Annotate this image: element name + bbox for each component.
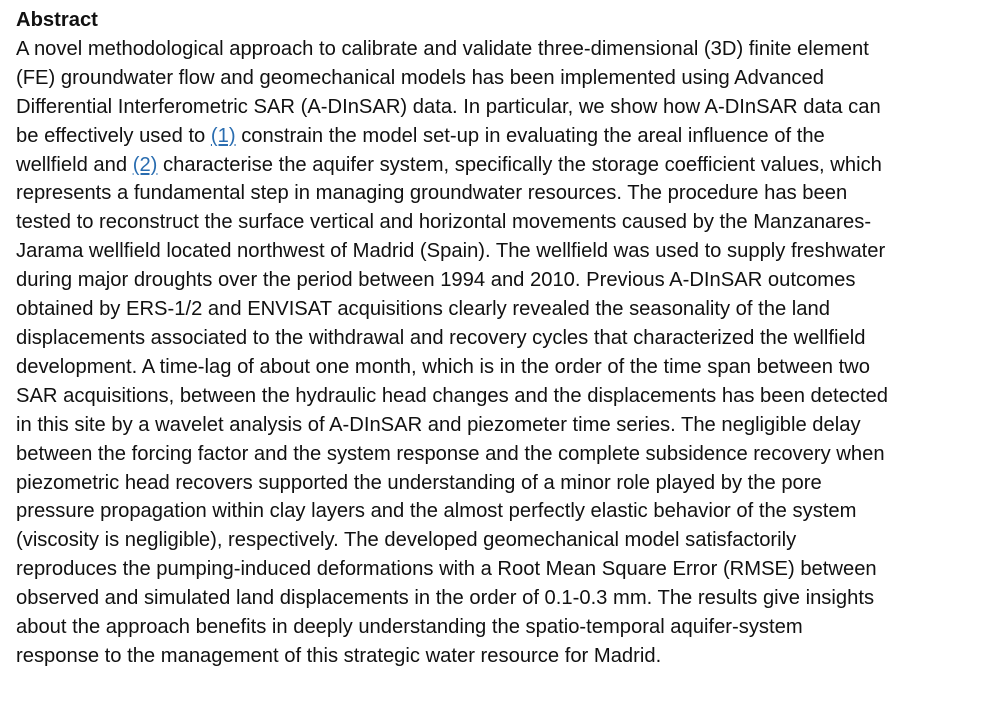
abstract-line: Jarama wellfield located northwest of Madrid (Spain). The wellfield was used to supply freshwater [16,240,886,263]
reference-link-2[interactable]: (2) [132,153,158,176]
abstract-line: development. A time-lag of about one month, which is in the order of the time span between two [16,355,870,378]
abstract-line: in this site by a wavelet analysis of A-DInSAR and piezometer time series. The negligible delay [16,413,861,436]
abstract-text: be effectively used to [16,124,211,147]
abstract-line: A novel methodological approach to calibrate and validate three-dimensional (3D) finite element [16,37,869,60]
abstract-line [16,151,981,180]
abstract-line: during major droughts over the period between 1994 and 2010. Previous A-DInSAR outcomes [16,269,856,292]
abstract-line: represents a fundamental step in managing groundwater resources. The procedure has been [16,182,848,205]
abstract-line: reproduces the pumping-induced deformations with a Root Mean Square Error (RMSE) between [16,558,877,581]
abstract-text: constrain the model set-up in evaluating the areal influence of the [235,124,825,147]
abstract-line: obtained by ERS-1/2 and ENVISAT acquisitions clearly revealed the seasonality of the land [16,298,830,321]
reference-link-1[interactable]: (1) [210,124,236,147]
abstract-line: (FE) groundwater flow and geomechanical models has been implemented using Advanced [16,66,824,89]
abstract-line: (viscosity is negligible), respectively. The developed geomechanical model satisfactorily [16,529,797,552]
abstract-body [16,35,981,671]
abstract-line: displacements associated to the withdrawal and recovery cycles that characterized the wellfield [16,326,866,349]
abstract-section [16,6,981,671]
abstract-line: pressure propagation within clay layers and the almost perfectly elastic behavior of the system [16,500,857,523]
abstract-line: Differential Interferometric SAR (A-DInSAR) data. In particular, we show how A-DInSAR data can [16,95,881,118]
abstract-line [16,122,981,151]
abstract-line: about the approach benefits in deeply understanding the spatio-temporal aquifer-system [16,616,803,639]
abstract-line: observed and simulated land displacements in the order of 0.1-0.3 mm. The results give insights [16,587,875,610]
abstract-line: tested to reconstruct the surface vertical and horizontal movements caused by the Manzanares- [16,211,872,234]
abstract-line: response to the management of this strategic water resource for Madrid. [16,644,662,667]
abstract-line: SAR acquisitions, between the hydraulic head changes and the displacements has been detected [16,384,889,407]
abstract-line: between the forcing factor and the system response and the complete subsidence recovery when [16,442,885,465]
abstract-text: characterise the aquifer system, specifically the storage coefficient values, which [157,153,882,176]
abstract-line: piezometric head recovers supported the understanding of a minor role played by the pore [16,471,822,494]
abstract-text: wellfield and [16,153,133,176]
abstract-heading: Abstract [16,9,98,31]
